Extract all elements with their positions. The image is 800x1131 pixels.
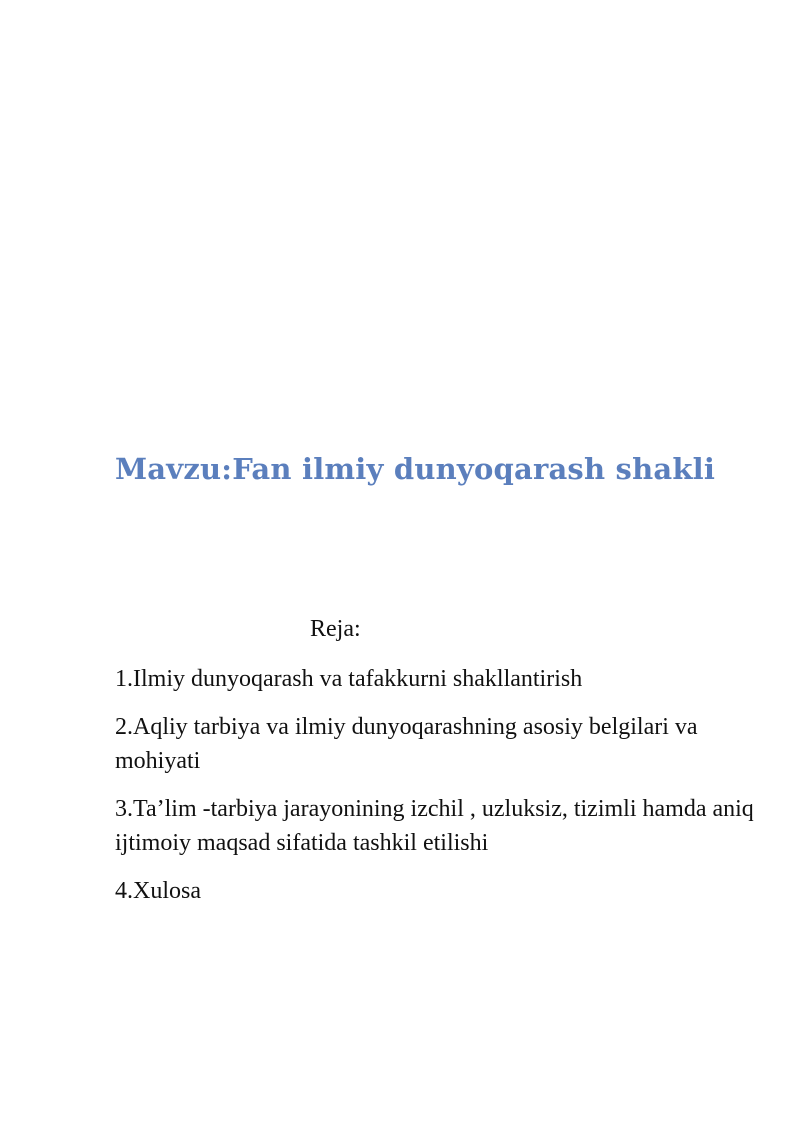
plan-item: 2.Aqliy tarbiya va ilmiy dunyoqarashning asosiy belgilari va mohiyati [115,714,698,774]
plan-item: 3.Ta’lim -tarbiya jarayonining izchil , uzluksiz, tizimli hamda aniq ijtimoiy maqsad sifatida tashkil etilishi [115,796,754,856]
plan-list [115,662,755,922]
plan-heading: Reja: [310,616,361,642]
plan-item: 4.Xulosa [115,878,201,904]
document-title: Mavzu:Fan ilmiy dunyoqarash shakli [115,452,716,486]
plan-item: 1.Ilmiy dunyoqarash va tafakkurni shakllantirish [115,666,583,692]
